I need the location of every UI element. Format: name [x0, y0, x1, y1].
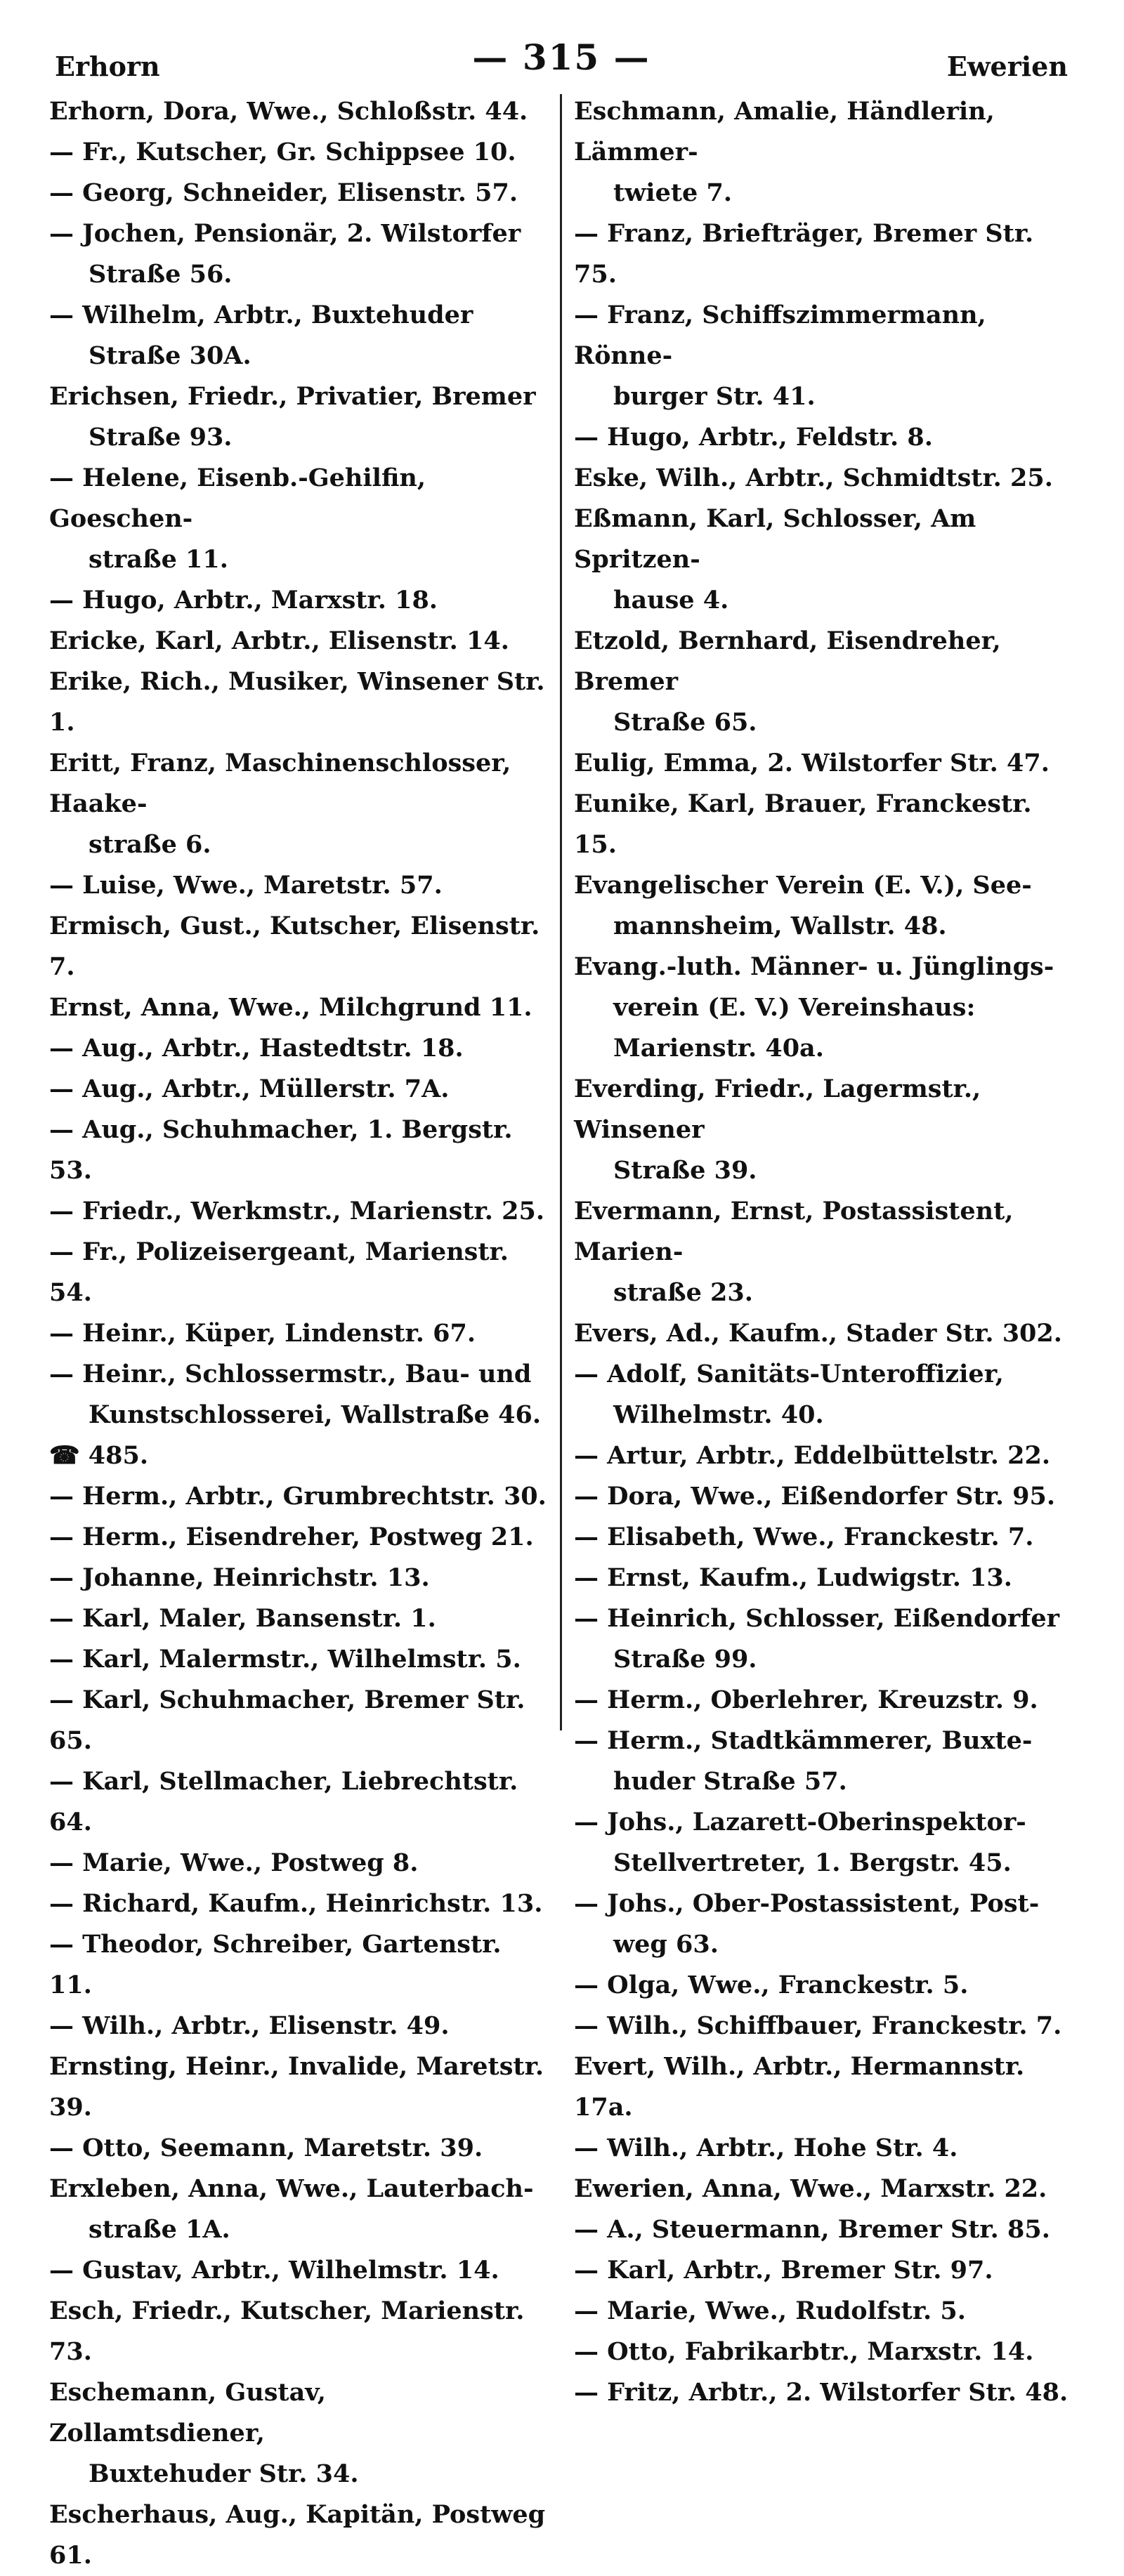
entry-continuation-line: Straße 99.: [613, 1645, 757, 1674]
directory-entry: [49, 1313, 550, 1354]
entry-first-line: Esch, Friedr., Kutscher, Marienstr. 73.: [49, 2296, 525, 2366]
entry-first-line: — Johs., Ober-Postassistent, Post-: [574, 1889, 1040, 1918]
entry-first-line: — Otto, Seemann, Maretstr. 39.: [49, 2134, 483, 2162]
directory-entry: [49, 2128, 550, 2169]
entry-first-line: — Aug., Schuhmacher, 1. Bergstr. 53.: [49, 1115, 513, 1185]
directory-entry: [49, 2046, 550, 2128]
entry-continuation-line: Buxtehuder Str. 34.: [89, 2459, 359, 2488]
entry-first-line: — Wilh., Arbtr., Hohe Str. 4.: [574, 2134, 958, 2162]
entry-first-line: — Herm., Stadtkämmerer, Buxte-: [574, 1726, 1033, 1755]
entry-continuation-line: hause 4.: [613, 586, 729, 615]
directory-entry: [49, 1028, 550, 1069]
entry-continuation-line: Marienstr. 40a.: [613, 1034, 824, 1063]
directory-entry: [574, 2291, 1073, 2332]
directory-entry: [574, 1069, 1073, 1191]
entry-first-line: — Georg, Schneider, Elisenstr. 57.: [49, 178, 518, 207]
entry-first-line: — Karl, Schuhmacher, Bremer Str. 65.: [49, 1685, 525, 1755]
directory-entry: [574, 2128, 1073, 2169]
entry-first-line: — Fr., Kutscher, Gr. Schippsee 10.: [49, 138, 516, 166]
directory-entry: [49, 1884, 550, 1924]
header-left-catchword: Erhorn: [55, 51, 160, 82]
entry-continuation-line: mannsheim, Wallstr. 48.: [613, 912, 947, 940]
directory-entry: [49, 458, 550, 580]
entry-first-line: — Karl, Stellmacher, Liebrechtstr. 64.: [49, 1767, 518, 1836]
entry-first-line: Ericke, Karl, Arbtr., Elisenstr. 14.: [49, 626, 509, 655]
directory-entry: [574, 621, 1073, 743]
directory-entry: [574, 2372, 1073, 2413]
entry-first-line: — Karl, Malermstr., Wilhelmstr. 5.: [49, 1645, 521, 1674]
entry-first-line: — Ernst, Kaufm., Ludwigstr. 13.: [574, 1563, 1012, 1592]
entry-first-line: — Adolf, Sanitäts-Unteroffizier,: [574, 1360, 1004, 1388]
entry-continuation-line: twiete 7.: [613, 178, 733, 207]
directory-entry: [49, 1761, 550, 1843]
entry-first-line: Ernst, Anna, Wwe., Milchgrund 11.: [49, 993, 532, 1022]
entry-first-line: — Richard, Kaufm., Heinrichstr. 13.: [49, 1889, 543, 1918]
entry-continuation-line: huder Straße 57.: [613, 1767, 847, 1796]
entry-first-line: Evert, Wilh., Arbtr., Hermannstr. 17a.: [574, 2052, 1025, 2122]
entry-first-line: Eßmann, Karl, Schlosser, Am Spritzen-: [574, 504, 976, 574]
entry-first-line: — Aug., Arbtr., Müllerstr. 7A.: [49, 1075, 450, 1103]
directory-entry: [49, 1843, 550, 1884]
directory-entry: [49, 1435, 550, 1476]
directory-entry: [49, 2250, 550, 2291]
entry-continuation-line: Wilhelmstr. 40.: [613, 1400, 824, 1429]
entry-first-line: Ermisch, Gust., Kutscher, Elisenstr. 7.: [49, 912, 540, 981]
entry-first-line: — Artur, Arbtr., Eddelbüttelstr. 22.: [574, 1441, 1051, 1470]
entry-continuation-line: Kunstschlosserei, Wallstraße 46.: [89, 1400, 542, 1429]
directory-entry: [574, 1028, 1073, 1069]
entry-first-line: — Otto, Fabrikarbtr., Marxstr. 14.: [574, 2337, 1034, 2366]
directory-entry: [49, 213, 550, 295]
entry-continuation-line: Stellvertreter, 1. Bergstr. 45.: [613, 1848, 1012, 1877]
directory-entry: [49, 2372, 550, 2495]
entry-first-line: — Helene, Eisenb.-Gehilfin, Goeschen-: [49, 464, 426, 533]
entry-first-line: — Johs., Lazarett-Oberinspektor-: [574, 1808, 1026, 1836]
directory-entry: [574, 1435, 1073, 1476]
directory-entry: [574, 2046, 1073, 2128]
directory-entry: [49, 621, 550, 662]
directory-entry: [574, 2332, 1073, 2372]
directory-entry: [574, 1598, 1073, 1680]
directory-entry: [49, 1924, 550, 2006]
directory-entry: [49, 1476, 550, 1517]
directory-entry: [574, 2250, 1073, 2291]
entry-first-line: Evers, Ad., Kaufm., Stader Str. 302.: [574, 1319, 1062, 1348]
left-column: [49, 91, 561, 2576]
directory-entry: [574, 1191, 1073, 1313]
entry-continuation-line: straße 1A.: [89, 2215, 230, 2244]
directory-entry: [574, 1802, 1073, 1884]
directory-entry: [574, 295, 1073, 417]
directory-entry: [574, 2169, 1073, 2209]
directory-entry: [574, 1680, 1073, 1721]
directory-entry: [574, 743, 1073, 784]
entry-first-line: Evermann, Ernst, Postassistent, Marien-: [574, 1197, 1014, 1266]
entry-continuation-line: Straße 65.: [613, 708, 757, 737]
entry-continuation-line: straße 11.: [89, 545, 228, 574]
directory-entry: [49, 295, 550, 376]
directory-entry: [574, 784, 1073, 865]
right-column: [561, 91, 1073, 2576]
directory-entry: [574, 1721, 1073, 1802]
directory-entry: [49, 1069, 550, 1110]
entry-first-line: — Heinrich, Schlosser, Eißendorfer: [574, 1604, 1060, 1633]
entry-first-line: Erhorn, Dora, Wwe., Schloßstr. 44.: [49, 97, 528, 126]
directory-entry: [49, 2169, 550, 2250]
directory-entry: [49, 987, 550, 1028]
directory-entry: [49, 1598, 550, 1639]
entry-first-line: — Wilhelm, Arbtr., Buxtehuder: [49, 301, 473, 329]
entry-first-line: Eritt, Franz, Maschinenschlosser, Haake-: [49, 749, 511, 818]
entry-first-line: — Herm., Eisendreher, Postweg 21.: [49, 1523, 534, 1551]
entry-first-line: — Wilh., Arbtr., Elisenstr. 49.: [49, 2011, 450, 2040]
directory-entry: [49, 1558, 550, 1598]
header-right-catchword: Ewerien: [946, 51, 1068, 82]
directory-entry: [574, 213, 1073, 295]
directory-entry: [49, 2006, 550, 2046]
entry-first-line: — Hugo, Arbtr., Marxstr. 18.: [49, 586, 438, 615]
page-header: [49, 28, 1073, 91]
entry-first-line: — Herm., Arbtr., Grumbrechtstr. 30.: [49, 1482, 547, 1511]
entry-first-line: — Friedr., Werkmstr., Marienstr. 25.: [49, 1197, 545, 1225]
directory-entry: [49, 1191, 550, 1232]
directory-entry: [574, 1517, 1073, 1558]
entry-continuation-line: straße 6.: [89, 830, 211, 859]
directory-entry: [49, 743, 550, 865]
directory-entry: [49, 376, 550, 458]
entry-first-line: Evang.-luth. Männer- u. Jünglings-: [574, 952, 1054, 981]
entry-first-line: — Jochen, Pensionär, 2. Wilstorfer: [49, 219, 521, 248]
entry-continuation-line: Straße 56.: [89, 260, 233, 289]
entry-first-line: Ernsting, Heinr., Invalide, Maretstr. 39.: [49, 2052, 544, 2122]
entry-columns: [49, 91, 1073, 2576]
entry-continuation-line: verein (E. V.) Vereinshaus:: [613, 993, 976, 1022]
directory-entry: [49, 91, 550, 132]
directory-entry: [49, 173, 550, 213]
entry-first-line: Eschmann, Amalie, Händlerin, Lämmer-: [574, 97, 995, 166]
directory-entry: [49, 2495, 550, 2576]
directory-entry: [49, 2291, 550, 2372]
entry-first-line: — Franz, Briefträger, Bremer Str. 75.: [574, 219, 1034, 289]
entry-first-line: — Fr., Polizeisergeant, Marienstr. 54.: [49, 1237, 509, 1307]
entry-first-line: — Olga, Wwe., Franckestr. 5.: [574, 1971, 969, 1999]
directory-entry: [49, 865, 550, 906]
entry-first-line: — Marie, Wwe., Rudolfstr. 5.: [574, 2296, 966, 2325]
directory-entry: [574, 1354, 1073, 1435]
entry-first-line: — Heinr., Schlossermstr., Bau- und: [49, 1360, 532, 1388]
page-number: — 315 —: [472, 37, 651, 78]
directory-entry: [574, 947, 1073, 1028]
entry-first-line: — Aug., Arbtr., Hastedtstr. 18.: [49, 1034, 464, 1063]
entry-first-line: ☎ 485.: [49, 1441, 149, 1470]
directory-entry: [49, 1232, 550, 1313]
directory-entry: [574, 458, 1073, 499]
entry-continuation-line: Straße 39.: [613, 1156, 757, 1185]
entry-continuation-line: Straße 30A.: [89, 341, 251, 370]
directory-entry: [49, 906, 550, 987]
directory-entry: [574, 499, 1073, 621]
entry-continuation-line: straße 23.: [613, 1278, 753, 1307]
entry-first-line: Eunike, Karl, Brauer, Franckestr. 15.: [574, 789, 1032, 859]
entry-first-line: Eulig, Emma, 2. Wilstorfer Str. 47.: [574, 749, 1050, 777]
directory-entry: [49, 580, 550, 621]
directory-entry: [574, 91, 1073, 213]
directory-entry: [574, 1884, 1073, 1965]
directory-entry: [574, 2006, 1073, 2046]
directory-entry: [574, 865, 1073, 947]
entry-continuation-line: Straße 93.: [89, 423, 233, 452]
entry-first-line: Erike, Rich., Musiker, Winsener Str. 1.: [49, 667, 545, 737]
directory-entry: [49, 1110, 550, 1191]
directory-entry: [49, 1680, 550, 1761]
directory-entry: [574, 417, 1073, 458]
entry-first-line: — Heinr., Küper, Lindenstr. 67.: [49, 1319, 476, 1348]
column-divider: [560, 94, 562, 1730]
directory-entry: [49, 132, 550, 173]
entry-first-line: — Theodor, Schreiber, Gartenstr. 11.: [49, 1930, 502, 1999]
entry-first-line: Etzold, Bernhard, Eisendreher, Bremer: [574, 626, 1001, 696]
directory-entry: [49, 1517, 550, 1558]
directory-entry: [574, 1313, 1073, 1354]
entry-first-line: — Herm., Oberlehrer, Kreuzstr. 9.: [574, 1685, 1038, 1714]
entry-first-line: Ewerien, Anna, Wwe., Marxstr. 22.: [574, 2174, 1047, 2203]
entry-first-line: — Wilh., Schiffbauer, Franckestr. 7.: [574, 2011, 1062, 2040]
entry-first-line: Everding, Friedr., Lagermstr., Winsener: [574, 1075, 981, 1144]
entry-first-line: Erxleben, Anna, Wwe., Lauterbach-: [49, 2174, 534, 2203]
directory-entry: [49, 662, 550, 743]
entry-continuation-line: burger Str. 41.: [613, 382, 816, 411]
entry-first-line: Escherhaus, Aug., Kapitän, Postweg 61.: [49, 2500, 546, 2570]
entry-first-line: — Franz, Schiffszimmermann, Rönne-: [574, 301, 986, 370]
entry-first-line: Evangelischer Verein (E. V.), See-: [574, 871, 1032, 900]
entry-first-line: — Dora, Wwe., Eißendorfer Str. 95.: [574, 1482, 1056, 1511]
entry-first-line: Eske, Wilh., Arbtr., Schmidtstr. 25.: [574, 464, 1053, 492]
directory-entry: [574, 2209, 1073, 2250]
directory-entry: [574, 1476, 1073, 1517]
entry-first-line: — Karl, Arbtr., Bremer Str. 97.: [574, 2256, 993, 2285]
entry-first-line: — Luise, Wwe., Maretstr. 57.: [49, 871, 443, 900]
directory-entry: [574, 1965, 1073, 2006]
entry-continuation-line: weg 63.: [613, 1930, 719, 1959]
entry-first-line: — Marie, Wwe., Postweg 8.: [49, 1848, 419, 1877]
entry-first-line: — Hugo, Arbtr., Feldstr. 8.: [574, 423, 933, 452]
entry-first-line: — A., Steuermann, Bremer Str. 85.: [574, 2215, 1050, 2244]
directory-entry: [49, 1354, 550, 1435]
entry-first-line: — Elisabeth, Wwe., Franckestr. 7.: [574, 1523, 1034, 1551]
entry-first-line: — Johanne, Heinrichstr. 13.: [49, 1563, 430, 1592]
entry-first-line: — Fritz, Arbtr., 2. Wilstorfer Str. 48.: [574, 2378, 1069, 2407]
entry-first-line: Erichsen, Friedr., Privatier, Bremer: [49, 382, 536, 411]
entry-first-line: Eschemann, Gustav, Zollamtsdiener,: [49, 2378, 326, 2447]
directory-entry: [574, 1558, 1073, 1598]
directory-entry: [49, 1639, 550, 1680]
entry-first-line: — Gustav, Arbtr., Wilhelmstr. 14.: [49, 2256, 499, 2285]
entry-first-line: — Karl, Maler, Bansenstr. 1.: [49, 1604, 436, 1633]
